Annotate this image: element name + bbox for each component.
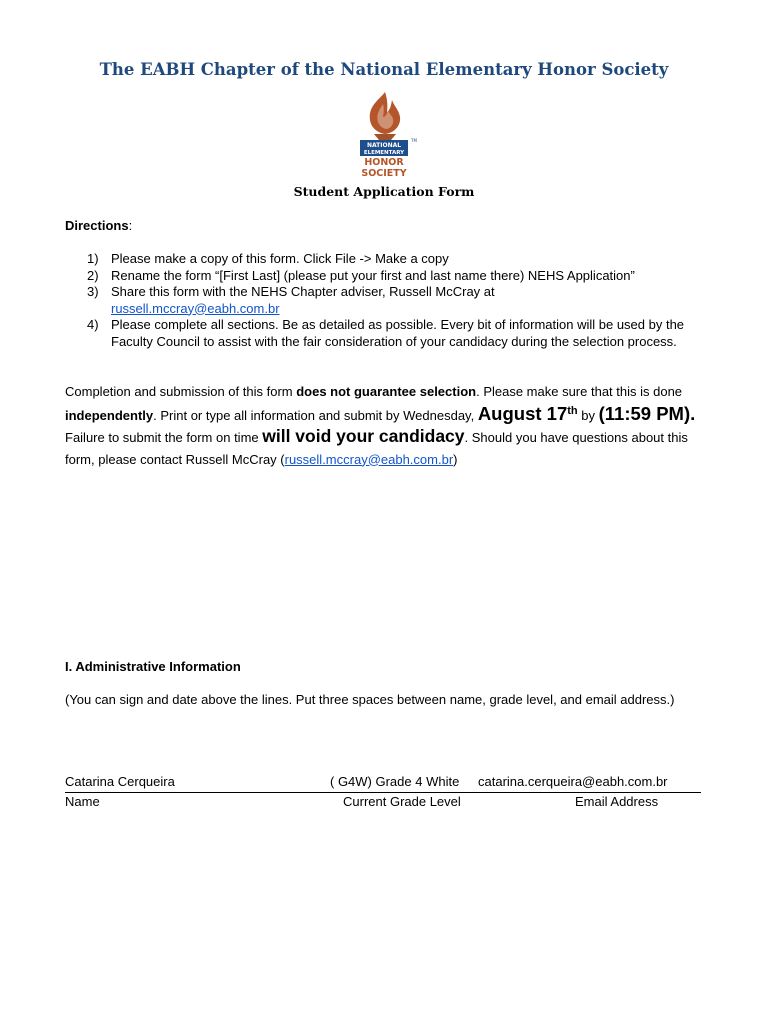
adviser-email-link[interactable]: russell.mccray@eabh.com.br (111, 300, 280, 316)
submission-notice: Completion and submission of this form does not guarantee selection. Please make sure that this is done independently. Print or type all information and submit by Wednesday, August 17th by (11:59 PM). Failure to submit the form on time will void your candidacy. Should you have questions about this form, please contact Russell McCray (russell.mccray@eabh.com.br) (65, 384, 696, 467)
svg-text:NATIONAL: NATIONAL (366, 142, 402, 149)
directions-heading: Directions: (65, 218, 133, 233)
section-instructions: (You can sign and date above the lines. Put three spaces between name, grade level, and email address.) (65, 692, 675, 707)
section-heading-administrative: I. Administrative Information (65, 659, 241, 674)
torch-icon (354, 90, 416, 178)
grade-level-label: Current Grade Level (343, 794, 461, 809)
name-label: Name (65, 794, 100, 809)
deadline-date: August 17 (477, 402, 568, 424)
list-item: 1) Please make a copy of this form. Click File -> Make a copy (87, 251, 449, 266)
signature-line (65, 792, 701, 793)
email-label: Email Address (575, 794, 659, 809)
student-name-value[interactable]: Catarina Cerqueira (65, 774, 175, 789)
page-title: The EABH Chapter of the National Elementary Honor Society (99, 60, 669, 79)
svg-text:TM: TM (411, 138, 417, 143)
nehs-logo (354, 90, 416, 178)
svg-text:ELEMENTARY: ELEMENTARY (363, 150, 405, 156)
directions-list (65, 251, 705, 350)
svg-text:SOCIETY: SOCIETY (361, 168, 407, 179)
list-item: 3) Share this form with the NEHS Chapter adviser, Russell McCray at russell.mccray@eabh.com.br (87, 284, 495, 316)
email-value[interactable]: catarina.cerqueira@eabh.com.br (478, 774, 668, 789)
contact-email-link[interactable]: russell.mccray@eabh.com.br (284, 451, 454, 467)
deadline-time: (11:59 PM). (598, 402, 696, 424)
svg-text:HONOR: HONOR (364, 157, 404, 168)
list-item: 2) Rename the form “[First Last] (please put your first and last name there) NEHS Application” (87, 267, 635, 283)
list-item: 4) Please complete all sections. Be as detailed as possible. Every bit of information will be used by the Faculty Council to assist with the fair consideration of your candidacy during the selection process. (87, 317, 685, 349)
grade-level-value[interactable]: ( G4W) Grade 4 White (330, 774, 460, 789)
form-title: Student Application Form (293, 184, 475, 199)
